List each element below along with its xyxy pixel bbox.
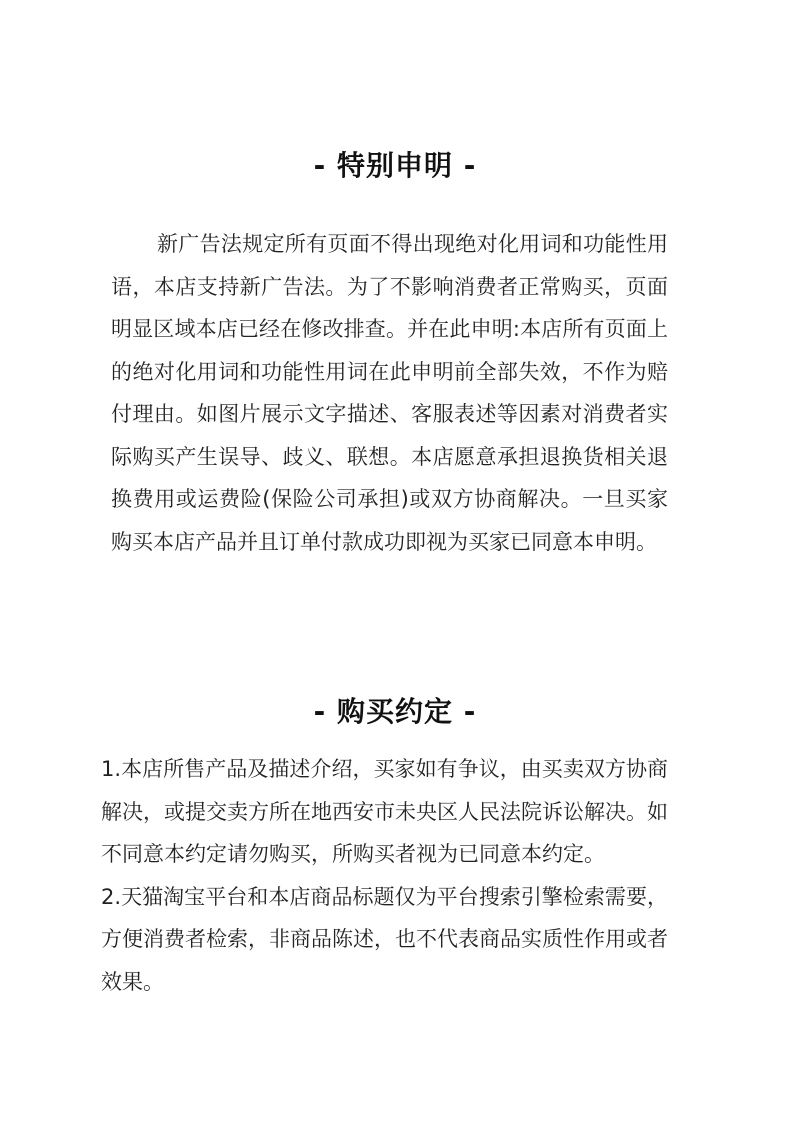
agreement-item-1: 1.本店所售产品及描述介绍，买家如有争议，由买卖双方协商解决，或提交卖方所在地西安市未央区人民法院诉讼解决。如不同意本约定请勿购买，所购买者视为已同意本约定。 [101, 757, 668, 866]
special-statement-title: - 特别申明 - [313, 149, 477, 182]
agreement-item-2: 2.天猫淘宝平台和本店商品标题仅为平台搜索引擎检索需要，方便消费者检索，非商品陈述，也不代表商品实质性作用或者效果。 [101, 884, 668, 994]
purchase-agreement-list [101, 748, 668, 1003]
special-statement-body: 新广告法规定所有页面不得出现绝对化用词和功能性用语，本店支持新广告法。为了不影响消费者正常购买，页面明显区域本店已经在修改排查。并在此申明:本店所有页面上的绝对化用词和功能性用词在此申明前全部失效，不作为赔付理由。如图片展示文字描述、客服表述等因素对消费者实际购买产生误导、歧义、联想。本店愿意承担退换货相关退换费用或运费险(保险公司承担)或双方协商解决。一旦买家购买本店产品并且订单付款成功即视为买家已同意本申明。 [111, 232, 668, 554]
purchase-agreement-title: - 购买约定 - [313, 695, 477, 728]
